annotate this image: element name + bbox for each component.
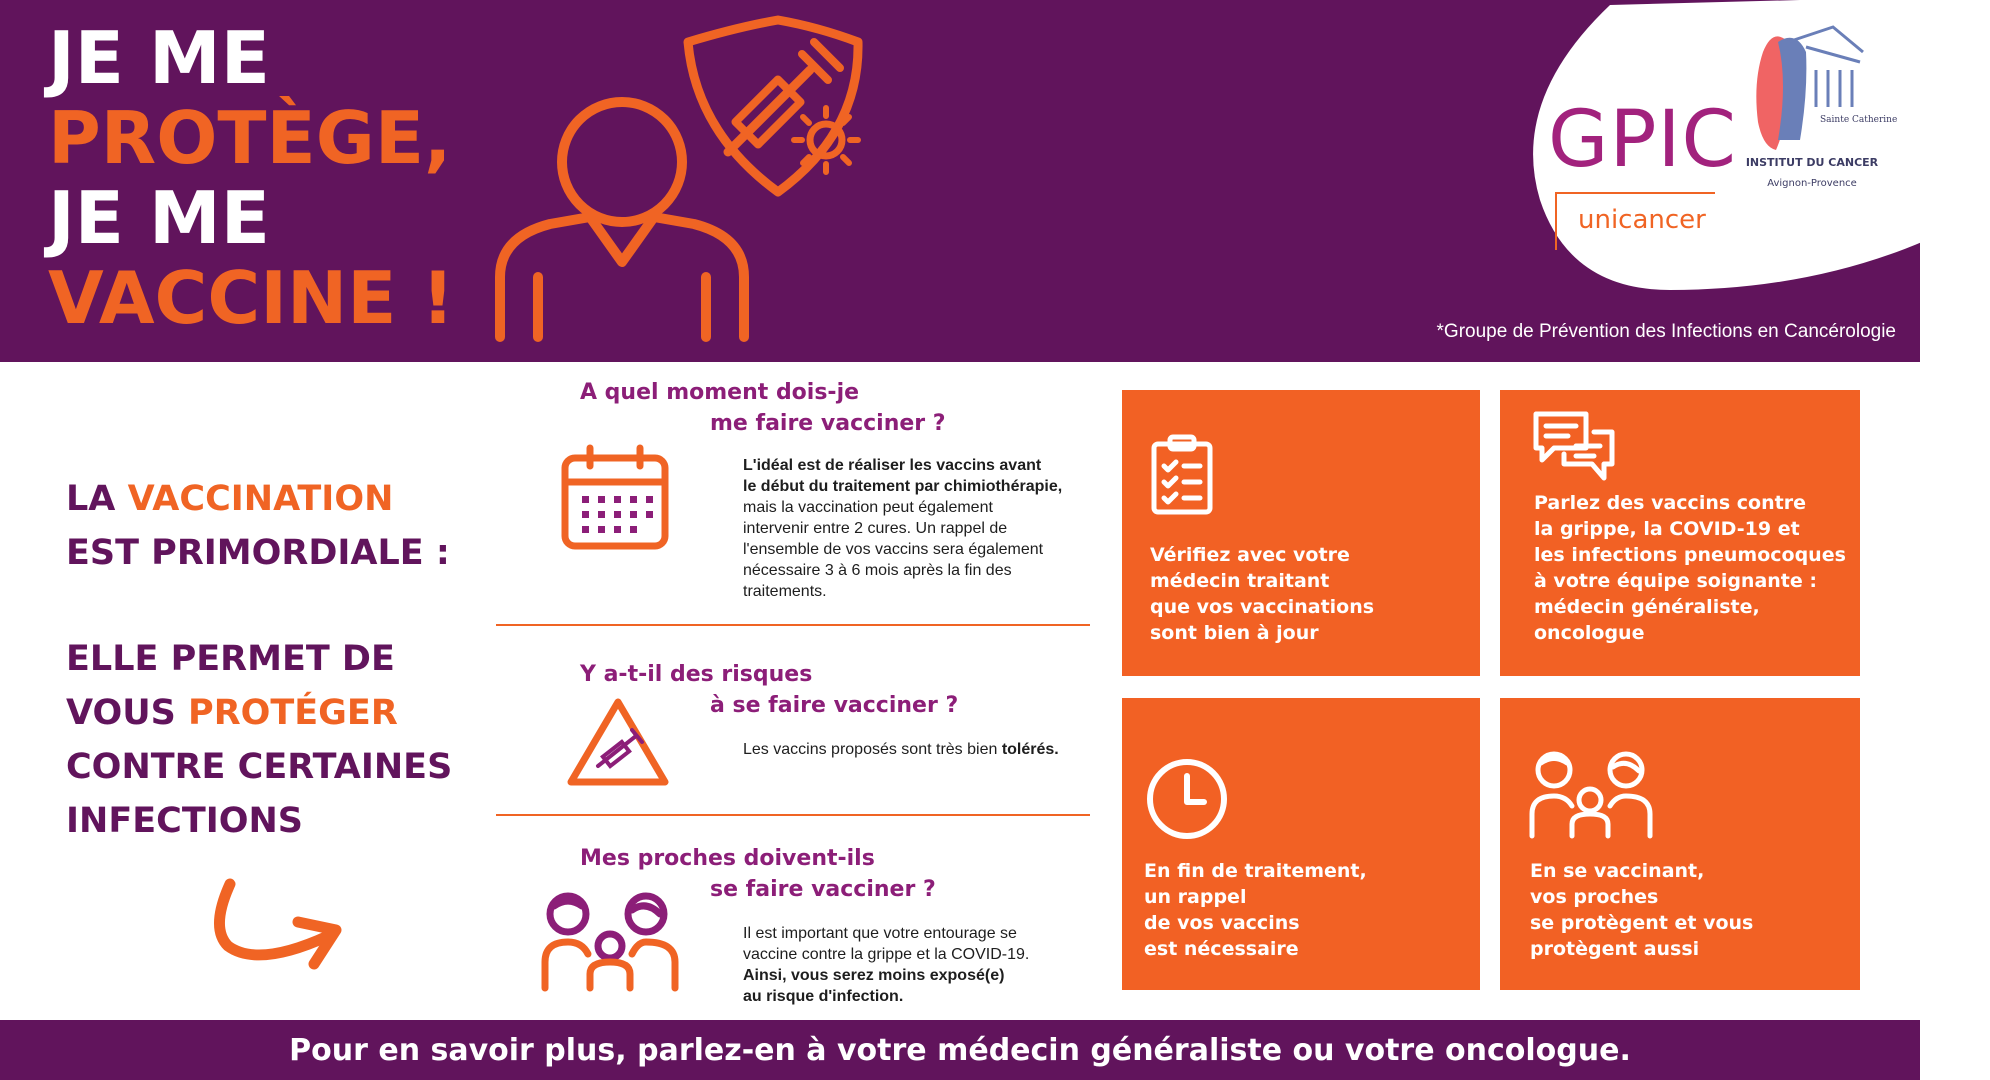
answer-1-line-7: traitements.	[743, 583, 827, 600]
question-1-title-line1: A quel moment dois-je	[580, 380, 860, 405]
question-2-title-line2: à se faire vacciner ?	[710, 693, 959, 718]
card-4-line-3: se protègent et vous	[1530, 912, 1754, 934]
logo-small-label: Sainte Catherine	[1820, 115, 1898, 125]
card-end-of-treatment	[1122, 698, 1480, 990]
headline	[48, 18, 454, 338]
card-2-line-6: oncologue	[1534, 622, 1645, 644]
sainte-catherine-logo-icon	[1748, 22, 1898, 152]
curved-arrow-icon	[208, 868, 348, 978]
headline-line-2: PROTÈGE,	[48, 96, 452, 180]
question-2-title-line1: Y a-t-il des risques	[580, 662, 813, 687]
card-3-line-1: En fin de traitement,	[1144, 860, 1367, 882]
answer-3-line-1: Il est important que votre entourage se	[743, 925, 1017, 942]
institute-city: Avignon-Provence	[1767, 178, 1857, 189]
calendar-icon	[560, 444, 670, 552]
headline-line-4: VACCINE !	[48, 256, 455, 340]
institute-name: INSTITUT DU CANCER	[1745, 156, 1879, 169]
answer-3-bold-1: Ainsi, vous serez moins exposé(e)	[743, 967, 1005, 984]
clock-icon	[1146, 758, 1228, 840]
card-4-text	[1530, 858, 1753, 962]
protection-statement	[66, 632, 452, 848]
headline-line-1: JE ME	[48, 16, 270, 100]
answer-1-line-4: intervenir entre 2 cures. Un rappel de	[743, 520, 1008, 537]
question-1-answer	[743, 455, 1103, 602]
person-shield-syringe-icon	[490, 12, 890, 342]
left-line6: INFECTIONS	[66, 801, 303, 841]
question-3-title-line2: se faire vacciner ?	[710, 877, 936, 902]
answer-2-plain: Les vaccins proposés sont très bien	[743, 741, 1002, 758]
answer-1-line-5: l'ensemble de vos vaccins sera également	[743, 541, 1044, 558]
card-2-line-5: médecin généraliste,	[1534, 596, 1760, 618]
answer-1-bold-1: L'idéal est de réaliser les vaccins avant	[743, 457, 1042, 474]
card-3-text	[1144, 858, 1367, 962]
footnote: *Groupe de Prévention des Infections en Cancérologie	[1436, 321, 1896, 342]
card-1-line-3: que vos vaccinations	[1150, 596, 1375, 618]
card-1-text	[1150, 542, 1374, 646]
vaccination-statement	[66, 472, 450, 580]
answer-2-bold: tolérés.	[1001, 741, 1059, 758]
headline-line-3: JE ME	[48, 176, 270, 260]
left-line5: CONTRE CERTAINES	[66, 747, 453, 787]
chat-bubbles-icon	[1532, 410, 1616, 484]
header-banner	[0, 0, 1920, 362]
card-2-line-2: la grippe, la COVID-19 et	[1534, 518, 1800, 540]
footer-banner	[0, 1020, 1920, 1080]
card-1-line-1: Vérifiez avec votre	[1150, 544, 1350, 566]
footer-text: Pour en savoir plus, parlez-en à votre médecin généraliste ou votre oncologue.	[289, 1032, 1631, 1068]
card-1-line-4: sont bien à jour	[1150, 622, 1319, 644]
answer-3-bold-2: au risque d'infection.	[743, 988, 904, 1005]
left-line3: ELLE PERMET DE	[66, 639, 395, 679]
card-2-line-1: Parlez des vaccins contre	[1534, 492, 1806, 514]
card-3-line-3: de vos vaccins	[1144, 912, 1300, 934]
divider	[496, 624, 1090, 626]
card-2-line-3: les infections pneumocoques	[1534, 544, 1846, 566]
warning-syringe-icon	[566, 696, 670, 788]
clipboard-checklist-icon	[1150, 434, 1214, 516]
card-4-line-1: En se vaccinant,	[1530, 860, 1705, 882]
card-talk-vaccines	[1500, 390, 1860, 676]
card-4-line-2: vos proches	[1530, 886, 1659, 908]
answer-1-bold-2: le début du traitement par chimiothérapie,	[743, 478, 1063, 495]
gpic-logo-text: GPIC	[1548, 95, 1737, 185]
answer-1-line-6: nécessaire 3 à 6 mois après la fin des	[743, 562, 1012, 579]
left-line1-a: LA	[66, 479, 128, 519]
question-2-answer	[743, 739, 1103, 760]
card-relatives-protected	[1500, 698, 1860, 990]
question-3-answer	[743, 923, 1103, 1007]
question-1-title-line2: me faire vacciner ?	[710, 411, 946, 436]
card-4-line-4: protègent aussi	[1530, 938, 1700, 960]
card-2-line-4: à votre équipe soignante :	[1534, 570, 1817, 592]
divider	[496, 814, 1090, 816]
left-line4-a: VOUS	[66, 693, 189, 733]
card-3-line-2: un rappel	[1144, 886, 1247, 908]
family-icon	[540, 884, 680, 990]
answer-3-line-2: vaccine contre la grippe et la COVID-19.	[743, 946, 1030, 963]
card-check-vaccinations	[1122, 390, 1480, 676]
card-2-text	[1534, 490, 1846, 646]
family-icon	[1528, 746, 1654, 838]
card-3-line-4: est nécessaire	[1144, 938, 1299, 960]
answer-1-line-3: mais la vaccination peut également	[743, 499, 993, 516]
card-1-line-2: médecin traitant	[1150, 570, 1330, 592]
question-3-title-line1: Mes proches doivent-ils	[580, 846, 875, 871]
left-line1-b: VACCINATION	[127, 479, 394, 519]
left-line2: EST PRIMORDIALE :	[66, 533, 450, 573]
unicancer-logo-text: unicancer	[1578, 205, 1706, 235]
left-line4-b: PROTÉGER	[188, 693, 398, 733]
